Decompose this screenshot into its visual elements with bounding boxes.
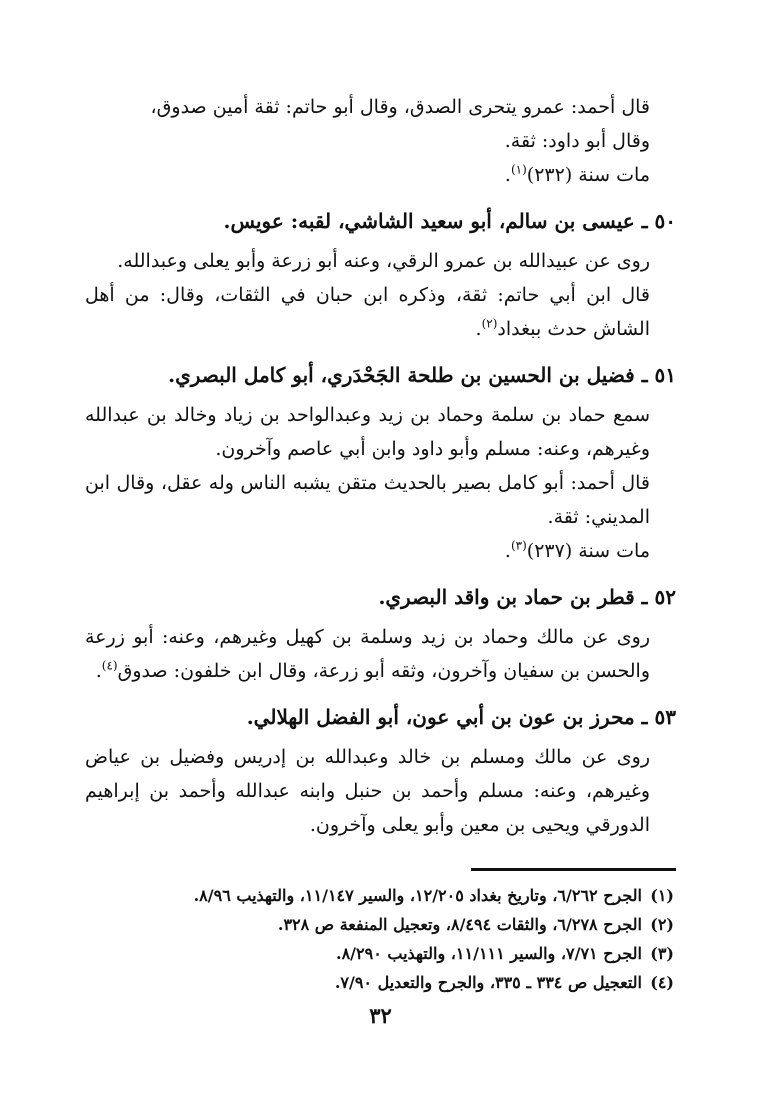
footnote-1-text: الجرح ٦/٢٦٢، وتاريخ بغداد ١٢/٢٠٥، والسير ١١/١٤٧، والتهذيب ٨/٩٦.: [193, 886, 642, 905]
footnote-2-text: الجرح ٦/٢٧٨، والثقات ٨/٤٩٤، وتعجيل المنفعة ص ٣٢٨.: [277, 915, 642, 934]
entry-49-tail: [85, 90, 676, 192]
footnote-separator: [471, 868, 676, 871]
footnote-ref-3[interactable]: (٣): [510, 538, 527, 553]
footnote-4-text: التعجيل ص ٣٣٤ ـ ٣٣٥، والجرح والتعديل ٧/٩٠.: [334, 973, 642, 992]
entry-49-death-text: مات سنة (٢٣٢): [526, 164, 650, 186]
entry-51-death-text: مات سنة (٢٣٧): [526, 540, 650, 562]
entry-51-para-1: سمع حماد بن سلمة وحماد بن زيد وعبدالواحد بن زياد وخالد بن عبدالله وغيرهم، وعنه: مسلم وأبو داود وابن أبي عاصم وآخرون.: [85, 404, 650, 460]
footnote-4-mark: (٤): [650, 973, 674, 992]
footnote-2-mark: (٢): [650, 915, 674, 934]
footnote-ref-1[interactable]: (١): [510, 162, 527, 177]
footnote-3-mark: (٣): [650, 944, 674, 963]
footnote-1: [85, 881, 676, 910]
entry-49-line-1: قال أحمد: عمرو يتحرى الصدق، وقال أبو حاتم: ثقة أمين صدوق،: [150, 96, 650, 118]
entry-49-death-line: مات سنة (٢٣٢)$^{(١)}$.: [504, 162, 650, 186]
entry-50-para-2-text: قال ابن أبي حاتم: ثقة، وذكره ابن حبان في الثقات، وقال: من أهل الشاش حدث ببغداد: [85, 284, 650, 340]
entry-50-heading: ٥٠ ـ عيسى بن سالم، أبو سعيد الشاشي، لقبه: عويس.: [223, 209, 676, 233]
footnote-4: [85, 968, 676, 997]
entry-49-line-2: وقال أبو داود: ثقة.: [504, 130, 650, 152]
entry-51-heading: ٥١ ـ فضيل بن الحسين بن طلحة الجَحْدَري، أبو كامل البصري.: [168, 363, 676, 387]
entry-50-para-1: روى عن عبيدالله بن عمرو الرقي، وعنه أبو زرعة وأبو يعلى وعبدالله.: [117, 250, 650, 272]
footnote-3-text: الجرح ٧/٧١، والسير ١١/١١١، والتهذيب ٨/٢٩٠.: [335, 944, 642, 963]
footnotes: [85, 881, 676, 997]
page-number: ٣٢: [369, 1003, 392, 1028]
footnote-ref-4[interactable]: (٤): [101, 658, 118, 673]
footnote-3: [85, 939, 676, 968]
footnote-2: [85, 910, 676, 939]
entry-53-para-1: روى عن مالك ومسلم بن خالد وعبدالله بن إدريس وفضيل بن عياض وغيرهم، وعنه: مسلم وأحمد بن حنبل وابنه عبدالله وأحمد بن إبراهيم الدورقي ويحيى بن معين وأبو يعلى وآخرون.: [85, 746, 650, 836]
entry-52-heading: ٥٢ ـ قطر بن حماد بن واقد البصري.: [378, 585, 676, 609]
entry-52-para-1-text: روى عن مالك وحماد بن زيد وسلمة بن كهيل وغيرهم، وعنه: أبو زرعة والحسن بن سفيان وآخرون، وثقه أبو زرعة، وقال ابن خلفون: صدوق: [85, 626, 650, 682]
footnote-ref-2[interactable]: (٢): [481, 316, 498, 331]
entry-52-para-1: روى عن مالك وحماد بن زيد وسلمة بن كهيل وغيرهم، وعنه: أبو زرعة والحسن بن سفيان وآخرون، وثقه أبو زرعة، وقال ابن خلفون: صدوق$^{(٤)}$.: [85, 626, 650, 682]
entry-51-para-2: قال أحمد: أبو كامل بصير بالحديث متقن يشبه الناس وله عقل، وقال ابن المديني: ثقة.: [85, 472, 650, 528]
entry-51-death-line: مات سنة (٢٣٧)$^{(٣)}$.: [504, 538, 650, 562]
entry-53-heading: ٥٣ ـ محرز بن عون بن أبي عون، أبو الفضل الهلالي.: [246, 705, 676, 729]
entry-50-para-2: قال ابن أبي حاتم: ثقة، وذكره ابن حبان في الثقات، وقال: من أهل الشاش حدث ببغداد$^{(٢)}$.: [85, 284, 650, 340]
footnote-1-mark: (١): [650, 886, 674, 905]
